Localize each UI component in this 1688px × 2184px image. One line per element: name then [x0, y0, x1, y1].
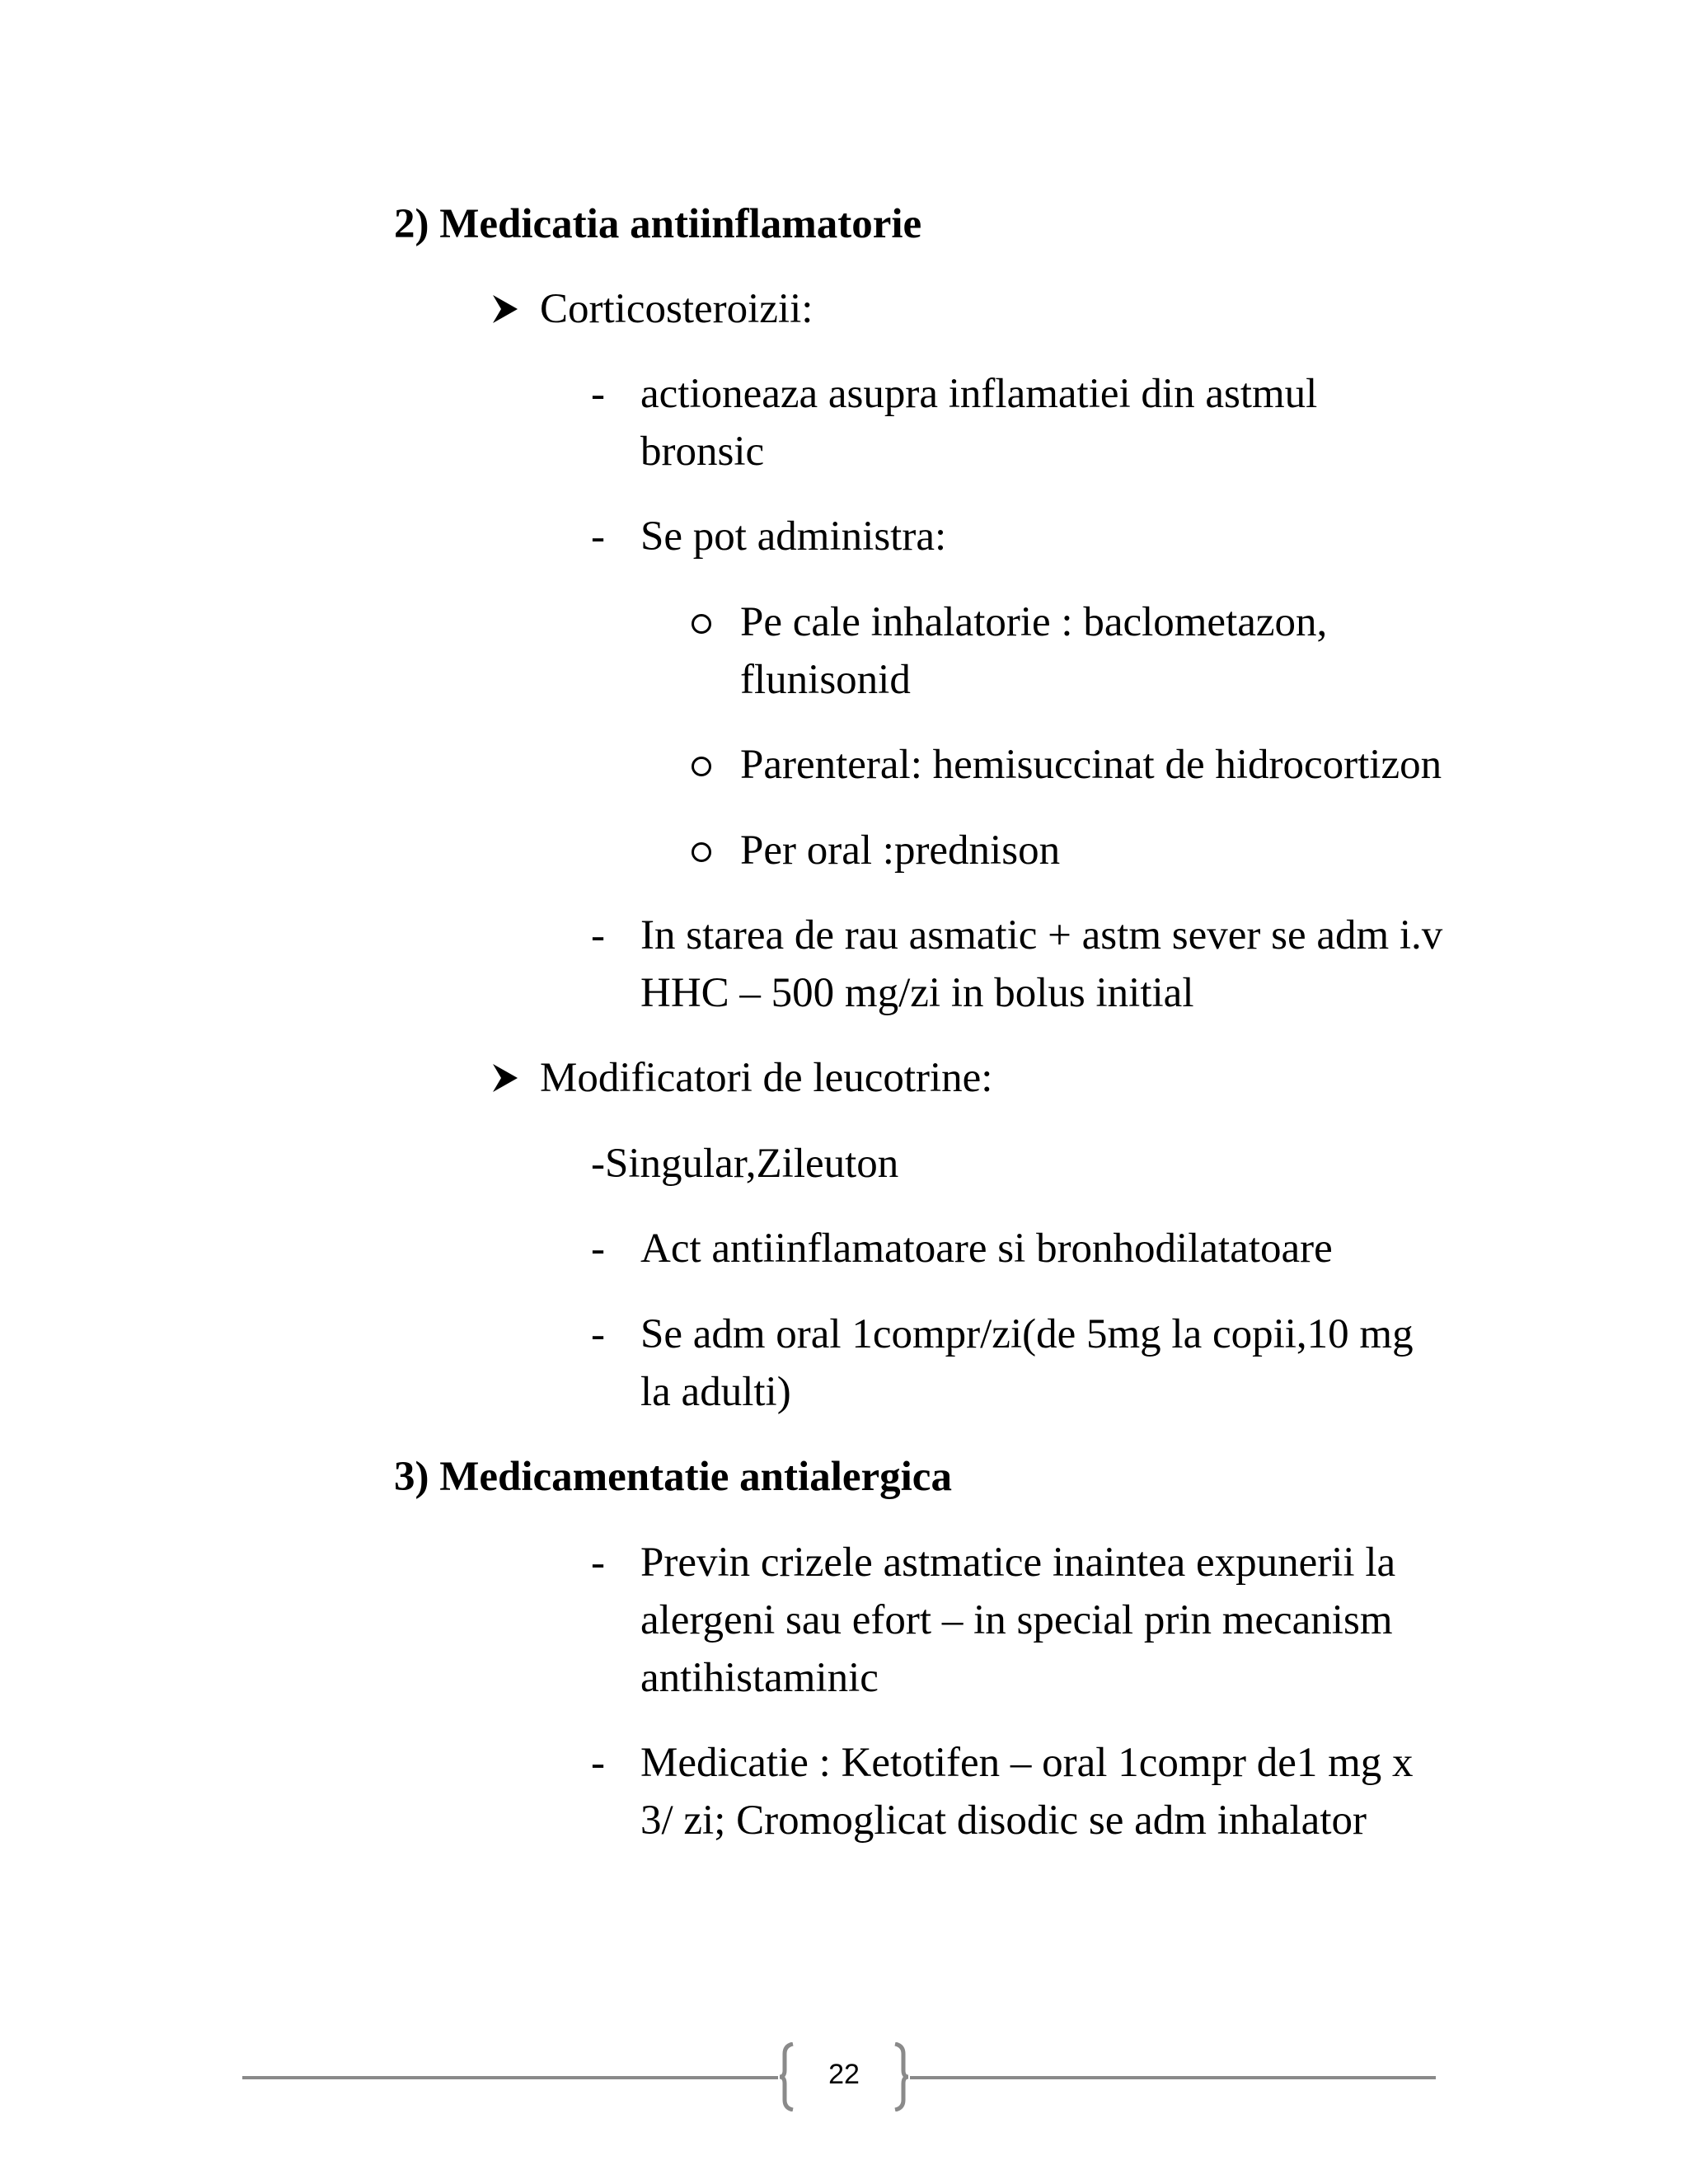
modificatori-item2-line2: la adulti) [640, 1369, 791, 1415]
dash-bullet: - [591, 371, 605, 417]
modificatori-title: Modificatori de leucotrine: [540, 1055, 993, 1101]
antialergica-item1-line1: Previn crizele astmatice inaintea expunerii la [640, 1540, 1396, 1586]
antialergica-item2-line2: 3/ zi; Cromoglicat disodic se adm inhalator [640, 1797, 1367, 1844]
modificatori-item1: Act antiinflamatoare si bronhodilatatoare [640, 1226, 1333, 1272]
dash-bullet: - [591, 912, 605, 958]
modificatori-item2-line1: Se adm oral 1compr/zi(de 5mg la copii,10 mg [640, 1311, 1414, 1357]
modificatori-examples: -Singular,Zileuton [591, 1141, 899, 1187]
dash-bullet: - [591, 1740, 605, 1786]
administration-sub1-line2: flunisonid [740, 657, 911, 703]
antialergica-item2-line1: Medicatie : Ketotifen – oral 1compr de1 mg x [640, 1740, 1414, 1786]
footer-rule-right [910, 2076, 1436, 2079]
left-brace-icon [778, 2042, 796, 2111]
page-number: 22 [828, 2059, 860, 2090]
dash-bullet: - [591, 1311, 605, 1357]
section-heading-2: 2) Medicatia antiinflamatorie [394, 201, 922, 247]
corticosteroizi-item3-line2: HHC – 500 mg/zi in bolus initial [640, 970, 1194, 1016]
circle-bullet-icon [692, 757, 711, 776]
arrow-bullet-icon [493, 295, 518, 323]
dash-bullet: - [591, 513, 605, 560]
right-brace-icon [892, 2042, 910, 2111]
circle-bullet-icon [692, 842, 711, 862]
arrow-bullet-icon [493, 1064, 518, 1092]
administration-sub1-line1: Pe cale inhalatorie : baclometazon, [740, 599, 1328, 645]
corticosteroizi-item2: Se pot administra: [640, 513, 947, 560]
circle-bullet-icon [692, 614, 711, 634]
footer-rule-left [242, 2076, 778, 2079]
administration-sub3: Per oral :prednison [740, 827, 1061, 874]
corticosteroizi-item3-line1: In starea de rau asmatic + astm sever se adm i.v [640, 912, 1443, 958]
antialergica-item1-line3: antihistaminic [640, 1655, 879, 1701]
administration-sub2: Parenteral: hemisuccinat de hidrocortizon [740, 742, 1442, 788]
corticosteroizi-item1-line1: actioneaza asupra inflamatiei din astmul [640, 371, 1318, 417]
antialergica-item1-line2: alergeni sau efort – in special prin mecanism [640, 1597, 1393, 1643]
section-heading-3: 3) Medicamentatie antialergica [394, 1454, 952, 1500]
corticosteroizi-title: Corticosteroizii: [540, 286, 814, 332]
corticosteroizi-item1-line2: bronsic [640, 429, 765, 475]
dash-bullet: - [591, 1540, 605, 1586]
dash-bullet: - [591, 1226, 605, 1272]
